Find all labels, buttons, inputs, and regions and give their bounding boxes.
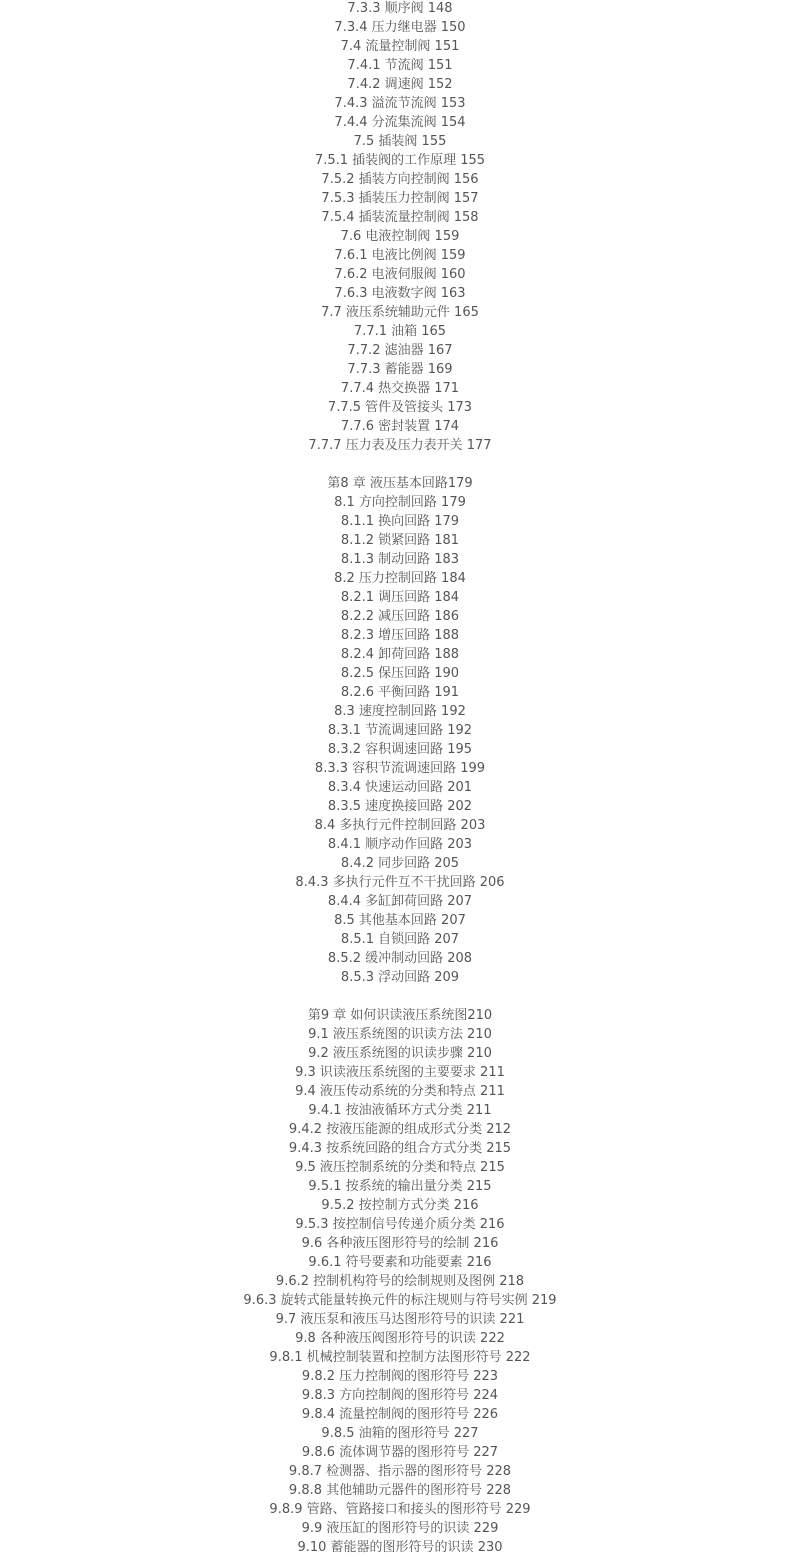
toc-entry: 8.2.3 增压回路 188 <box>340 628 460 643</box>
toc-entry: 7.6 电液控制阀 159 <box>340 229 460 244</box>
toc-entry: 8.2.6 平衡回路 191 <box>340 685 460 700</box>
toc-entry: 9.4 液压传动系统的分类和特点 211 <box>295 1084 505 1099</box>
toc-chapter-heading: 第8 章 液压基本回路179 <box>327 476 473 491</box>
toc-entry: 7.4.4 分流集流阀 154 <box>334 115 466 130</box>
toc-entry: 7.4.2 调速阀 152 <box>347 77 453 92</box>
toc-chapter-heading: 第9 章 如何识读液压系统图210 <box>307 1008 493 1023</box>
toc-entry: 8.4.2 同步回路 205 <box>340 856 460 871</box>
toc-entry: 9.4.1 按油液循环方式分类 211 <box>308 1103 492 1118</box>
toc-entry: 7.6.1 电液比例阀 159 <box>334 248 466 263</box>
toc-entry: 9.5 液压控制系统的分类和特点 215 <box>295 1160 505 1175</box>
toc-entry: 7.7 液压系统辅助元件 165 <box>321 305 479 320</box>
toc-entry: 9.7 液压泵和液压马达图形符号的识读 221 <box>275 1312 525 1327</box>
toc-entry: 9.4.2 按液压能源的组成形式分类 212 <box>288 1122 512 1137</box>
toc-entry: 7.4.3 溢流节流阀 153 <box>334 96 466 111</box>
toc-entry: 7.7.6 密封装置 174 <box>340 419 460 434</box>
toc-entry: 8.1.1 换向回路 179 <box>340 514 460 529</box>
toc-entry: 9.10 蓄能器的图形符号的识读 230 <box>297 1540 503 1555</box>
toc-entry: 9.8.5 油箱的图形符号 227 <box>321 1426 479 1441</box>
toc-entry: 8.2 压力控制回路 184 <box>334 571 466 586</box>
toc-entry: 9.8.6 流体调节器的图形符号 227 <box>301 1445 499 1460</box>
toc-entry: 7.5.2 插装方向控制阀 156 <box>321 172 479 187</box>
toc-entry: 8.4.1 顺序动作回路 203 <box>327 837 473 852</box>
toc-entry: 9.8.7 检测器、指示器的图形符号 228 <box>288 1464 512 1479</box>
toc-entry: 9.4.3 按系统回路的组合方式分类 215 <box>288 1141 512 1156</box>
toc-entry: 7.5 插装阀 155 <box>353 134 447 149</box>
toc-entry: 9.8 各种液压阀图形符号的识读 222 <box>295 1331 505 1346</box>
toc-entry: 8.5 其他基本回路 207 <box>334 913 466 928</box>
toc-entry: 8.4 多执行元件控制回路 203 <box>314 818 486 833</box>
toc-entry: 8.2.5 保压回路 190 <box>340 666 460 681</box>
toc-entry: 7.5.1 插装阀的工作原理 155 <box>314 153 486 168</box>
toc-entry: 8.5.3 浮动回路 209 <box>340 970 460 985</box>
toc-entry: 9.8.4 流量控制阀的图形符号 226 <box>301 1407 499 1422</box>
toc-entry: 7.3.4 压力继电器 150 <box>334 20 466 35</box>
toc-entry: 9.6.3 旋转式能量转换元件的标注规则与符号实例 219 <box>243 1293 557 1308</box>
toc-entry: 8.1.2 锁紧回路 181 <box>340 533 460 548</box>
toc-entry: 8.4.3 多执行元件互不干扰回路 206 <box>295 875 505 890</box>
toc-entry: 8.1 方向控制回路 179 <box>334 495 466 510</box>
toc-entry: 7.7.2 滤油器 167 <box>347 343 453 358</box>
toc-entry: 8.3.4 快速运动回路 201 <box>327 780 473 795</box>
toc-entry: 8.5.2 缓冲制动回路 208 <box>327 951 473 966</box>
toc-entry: 9.5.1 按系统的输出量分类 215 <box>308 1179 492 1194</box>
toc-entry: 7.7.4 热交换器 171 <box>340 381 460 396</box>
toc-entry: 9.6.1 符号要素和功能要素 216 <box>308 1255 492 1270</box>
section-spacer <box>0 987 800 1006</box>
toc-entry: 7.4 流量控制阀 151 <box>340 39 460 54</box>
toc-entry: 8.1.3 制动回路 183 <box>340 552 460 567</box>
toc-entry: 9.5.2 按控制方式分类 216 <box>321 1198 479 1213</box>
toc-entry: 8.5.1 自锁回路 207 <box>340 932 460 947</box>
toc-entry: 7.6.3 电液数字阀 163 <box>334 286 466 301</box>
toc-entry: 9.8.9 管路、管路接口和接头的图形符号 229 <box>269 1502 531 1517</box>
toc-entry: 9.2 液压系统图的识读步骤 210 <box>308 1046 492 1061</box>
toc-entry: 7.7.5 管件及管接头 173 <box>327 400 473 415</box>
toc-entry: 8.2.4 卸荷回路 188 <box>340 647 460 662</box>
toc-entry: 7.7.3 蓄能器 169 <box>347 362 453 377</box>
toc-entry: 7.7.7 压力表及压力表开关 177 <box>308 438 492 453</box>
toc-entry: 8.3.3 容积节流调速回路 199 <box>314 761 486 776</box>
toc-entry: 8.4.4 多缸卸荷回路 207 <box>327 894 473 909</box>
toc-entry: 9.5.3 按控制信号传递介质分类 216 <box>295 1217 505 1232</box>
toc-entry: 7.5.4 插装流量控制阀 158 <box>321 210 479 225</box>
toc-entry: 9.8.8 其他辅助元器件的图形符号 228 <box>288 1483 512 1498</box>
toc-entry: 9.3 识读液压系统图的主要要求 211 <box>295 1065 505 1080</box>
toc-entry: 7.7.1 油箱 165 <box>353 324 447 339</box>
toc-entry: 9.9 液压缸的图形符号的识读 229 <box>301 1521 499 1536</box>
toc-entry: 9.6 各种液压图形符号的绘制 216 <box>301 1236 499 1251</box>
toc-entry: 9.8.1 机械控制装置和控制方法图形符号 222 <box>269 1350 531 1365</box>
toc-entry: 9.1 液压系统图的识读方法 210 <box>308 1027 492 1042</box>
toc-entry: 8.2.2 减压回路 186 <box>340 609 460 624</box>
toc-entry: 9.8.2 压力控制阀的图形符号 223 <box>301 1369 499 1384</box>
toc-entry: 7.5.3 插装压力控制阀 157 <box>321 191 479 206</box>
toc-entry: 7.4.1 节流阀 151 <box>347 58 453 73</box>
toc-entry: 8.2.1 调压回路 184 <box>340 590 460 605</box>
toc-entry: 9.8.3 方向控制阀的图形符号 224 <box>301 1388 499 1403</box>
toc-entry: 8.3 速度控制回路 192 <box>334 704 466 719</box>
toc-entry: 8.3.2 容积调速回路 195 <box>327 742 473 757</box>
toc-entry: 7.6.2 电液伺服阀 160 <box>334 267 466 282</box>
toc-entry: 7.3.3 顺序阀 148 <box>347 1 453 16</box>
toc-entry: 8.3.5 速度换接回路 202 <box>327 799 473 814</box>
toc-entry: 8.3.1 节流调速回路 192 <box>327 723 473 738</box>
section-spacer <box>0 455 800 474</box>
toc-entry: 9.6.2 控制机构符号的绘制规则及图例 218 <box>275 1274 525 1289</box>
